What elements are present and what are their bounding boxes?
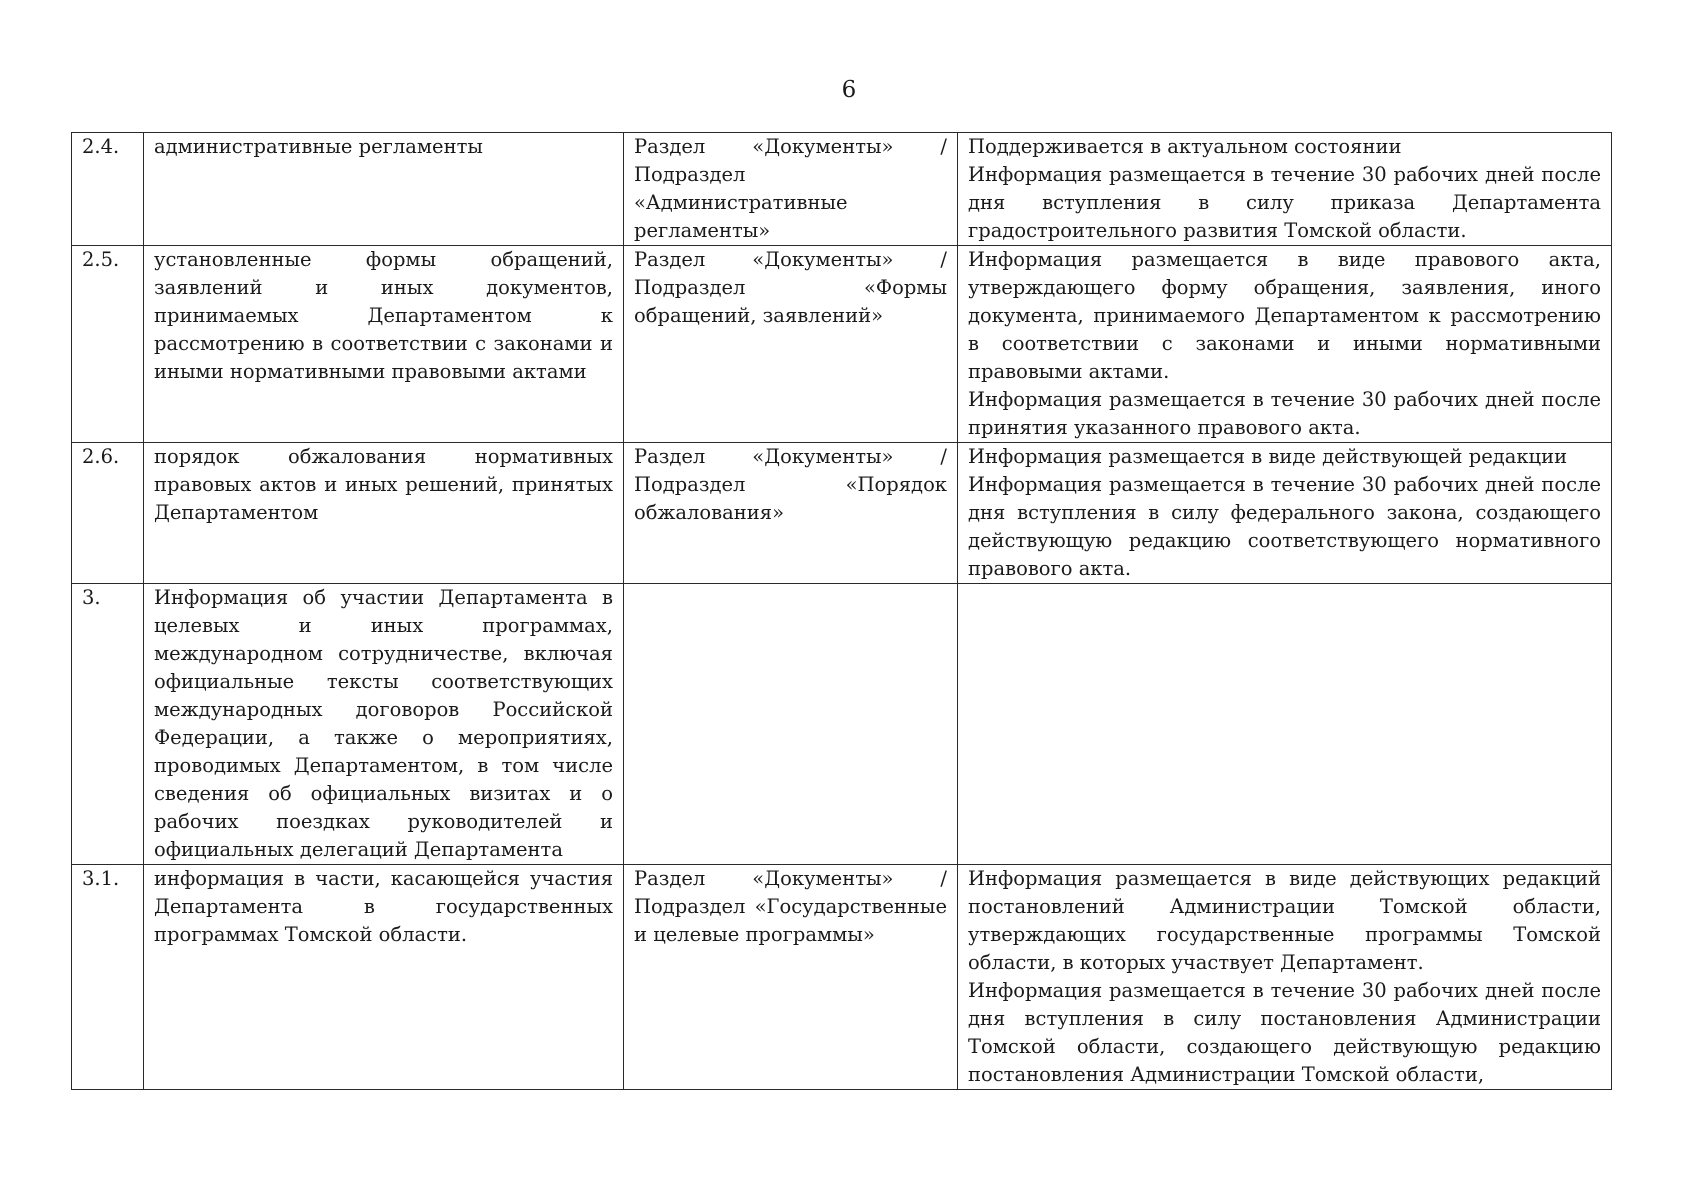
update-terms-cell (958, 865, 1612, 1090)
note-text: Информация размещается в течение 30 рабочих дней после дня вступления в силу постановления Администрации Томской области, создающего действующую редакцию постановления Администрации Томской области, (968, 979, 1601, 1086)
note-text: Информация размещается в виде действующей редакции (968, 445, 1568, 468)
information-content-cell (144, 865, 624, 1090)
placement-section-cell (624, 584, 958, 865)
update-terms-cell (958, 443, 1612, 584)
content-text: информация в части, касающейся участия Департамента в государственных программах Томской области. (154, 867, 613, 946)
note-text: Информация размещается в виде правового акта, утверждающего форму обращения, заявления, иного документа, принимаемого Департаментом к рассмотрению в соответствии с законами и иными нормативными правовыми актами. (968, 248, 1601, 383)
note-text: Информация размещается в виде действующих редакций постановлений Администрации Томской области, утверждающих государственные программы Томской области, в которых участвует Департамент. (968, 867, 1601, 974)
placement-text: Раздел «Документы» / Подраздел «Административные регламенты» (634, 135, 947, 242)
table-row (72, 246, 1612, 443)
table-row (72, 133, 1612, 246)
row-number: 3.1. (72, 865, 144, 1090)
content-text: административные регламенты (154, 135, 483, 158)
content-text: установленные формы обращений, заявлений и иных документов, принимаемых Департаментом к рассмотрению в соответствии с законами и иными нормативными правовыми актами (154, 248, 613, 383)
row-number: 2.4. (72, 133, 144, 246)
page-number: 6 (841, 77, 857, 103)
update-terms-cell (958, 584, 1612, 865)
placement-section-cell (624, 865, 958, 1090)
placement-text: Раздел «Документы» / Подраздел «Порядок обжалования» (634, 445, 947, 524)
note-text: Информация размещается в течение 30 рабочих дней после дня вступления в силу федерального закона, создающего действующую редакцию соответствующего нормативного правового акта. (968, 473, 1601, 580)
row-number: 3. (72, 584, 144, 865)
placement-section-cell (624, 443, 958, 584)
information-content-cell (144, 246, 624, 443)
table-row (72, 584, 1612, 865)
information-content-cell (144, 443, 624, 584)
placement-text: Раздел «Документы» / Подраздел «Формы обращений, заявлений» (634, 248, 947, 327)
row-number: 2.6. (72, 443, 144, 584)
placement-text: Раздел «Документы» / Подраздел «Государственные и целевые программы» (634, 867, 947, 946)
note-text: Информация размещается в течение 30 рабочих дней после дня вступления в силу приказа Департамента градостроительного развития Томской области. (968, 163, 1601, 242)
content-text: порядок обжалования нормативных правовых актов и иных решений, принятых Департаментом (154, 445, 613, 524)
placement-section-cell (624, 246, 958, 443)
content-text: Информация об участии Департамента в целевых и иных программах, международном сотрудничестве, включая официальные тексты соответствующих международных договоров Российской Федерации, а также о мероприятиях, проводимых Департаментом, в том числе сведения об официальных визитах и о рабочих поездках руководителей и официальных делегаций Департамента (154, 586, 613, 861)
row-number: 2.5. (72, 246, 144, 443)
information-content-cell (144, 133, 624, 246)
table-row (72, 865, 1612, 1090)
note-text: Информация размещается в течение 30 рабочих дней после принятия указанного правового акта. (968, 388, 1601, 439)
update-terms-cell (958, 246, 1612, 443)
information-content-cell (144, 584, 624, 865)
placement-section-cell (624, 133, 958, 246)
note-text: Поддерживается в актуальном состоянии (968, 135, 1402, 158)
information-table (71, 132, 1612, 1090)
update-terms-cell (958, 133, 1612, 246)
table-row (72, 443, 1612, 584)
